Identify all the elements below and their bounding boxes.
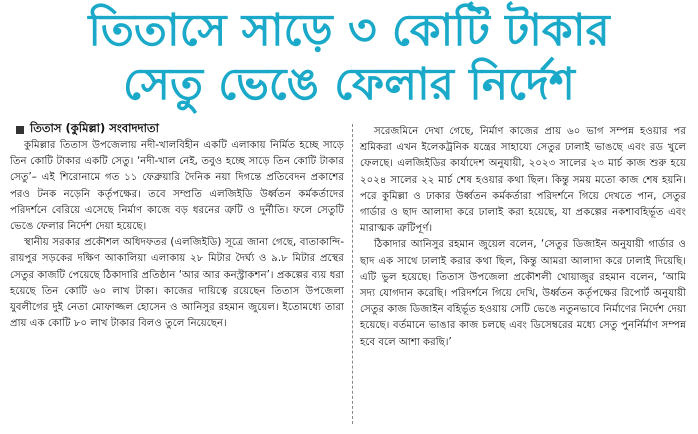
- paragraph: সরেজমিনে দেখা গেছে, নির্মাণ কাজের প্রায় ৬০ ভাগ সম্পন্ন হওয়ার পর শ্রমিকরা এখন ইলেকট্রনিক যন্ত্রের সাহায্যে সেতুর ঢালাই ভাঙছে এবং রড খুলে ফেলছে। এলজিইডির কার্যাদেশ অনুযায়ী, ২০২৩ সালের ২৩ মার্চ কাজ শুরু হয়ে ২০২৪ সালের ২২ মার্চ শেষ হওয়ার কথা ছিল। কিন্তু সময় মতো কাজ শেষ হয়নি। পরে কুমিল্লা ও ঢাকার উর্ধ্বতন কর্মকর্তারা পরিদর্শনে গিয়ে দেখতে পান, সেতুর গার্ডার ও ছাদ আলাদা করে ঢালাই করা হয়েছে, যা প্রকল্পের নকশাবহির্ভূত এবং মারাত্মক ত্রুটিপূর্ণ।: [360, 126, 686, 235]
- article-column-left: [10, 138, 344, 332]
- headline-line-1: তিতাসে সাড়ে ৩ কোটি টাকার: [88, 5, 610, 56]
- byline-text: তিতাস (কুমিল্লা) সংবাদদাতা: [30, 121, 159, 135]
- article-column-right: [360, 124, 686, 351]
- paragraph: ঠিকাদার আনিসুর রহমান জুয়েল বলেন, ‘সেতুর ডিজাইন অনুযায়ী গার্ডার ও ছাদ এক সাথে ঢালাই করার কথা ছিল, কিন্তু আমরা আলাদা করে ঢালাই দিয়েছি। এটি ভুল হয়েছে। তিতাস উপজেলা প্রকৌশলী খোয়াজুর রহমান বলেন, ‘আমি সদ্য যোগদান করেছি। পরিদর্শনে গিয়ে দেখি, উর্ধ্বতন কর্তৃপক্ষের রিপোর্ট অনুযায়ী সেতুর কাজ ডিজাইন বহির্ভূত হওয়ায় সেটি ভেঙে নতুনভাবে নির্মাণের নির্দেশ দেয়া হয়েছে। বর্তমানে ভাঙার কাজ চলছে এবং ডিসেম্বরের মধ্যে সেতু পুনর্নির্মাণ সম্পন্ন হবে বলে আশা করছি।’: [360, 239, 686, 348]
- headline-line-2: সেতু ভেঙে ফেলার নির্দেশ: [123, 59, 575, 110]
- column-divider: [352, 124, 353, 424]
- byline: [16, 120, 159, 139]
- paragraph: কুমিল্লার তিতাস উপজেলায় নদী-খালবিহীন একটি এলাকায় নির্মিত হচ্ছে সাড়ে তিন কোটি টাকার একটি সেতু। ‘নদী-খাল নেই, তবুও হচ্ছে সাড়ে তিন কোটি টাকার সেতু’– এই শিরোনামে গত ১১ ফেব্রুয়ারি দৈনিক নয়া দিগন্তে প্রতিবেদন প্রকাশের পরও টনক নড়েনি কর্তৃপক্ষের। তবে সম্প্রতি এলজিইডি উর্ধ্বতন কর্মকর্তাদের পরিদর্শনে বেরিয়ে এসেছে নির্মাণ কাজে বড় ধরনের ত্রুটি ও দুর্নীতি। ফলে সেতুটি ভেঙে ফেলার নির্দেশ দেয়া হয়েছে।: [10, 140, 344, 233]
- bullet-icon: [16, 126, 24, 134]
- paragraph: স্থানীয় সরকার প্রকৌশল অধিদফতর (এলজিইডি) সূত্রে জানা গেছে, বাতাকান্দি-রায়পুর সড়কের দক্ষিণ আকালিয়া এলাকায় ২৮ মিটার দৈর্ঘ্য ও ৯.৮ মিটার প্রস্থের সেতুর কাজটি পেয়েছে ঠিকাদারি প্রতিষ্ঠান ‘আর আর কনস্ট্রাকশন’। প্রকল্পের ব্যয় ধরা হয়েছে তিন কোটি ৬০ লাখ টাকা। কাজের দায়িত্বে রয়েছেন তিতাস উপজেলা যুবলীগের দুই নেতা মোফাজ্জল হোসেন ও আনিসুর রহমান জুয়েল। ইতোমধ্যে তারা প্রায় এক কোটি ৮০ লাখ টাকার বিলও তুলে নিয়েছেন।: [10, 237, 344, 330]
